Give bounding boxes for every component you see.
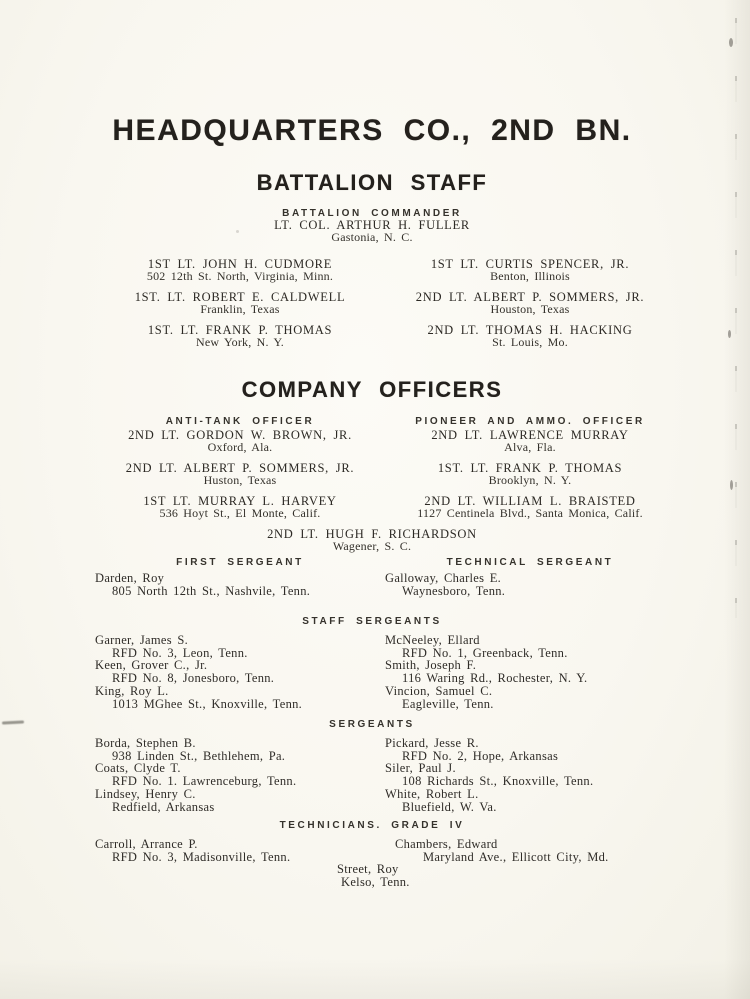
roster-entry xyxy=(385,634,675,659)
soldier-address: Kelso, Tenn. xyxy=(341,875,410,890)
roster-entry xyxy=(95,659,385,684)
soldier-address: 805 North 12th St., Nashvile, Tenn. xyxy=(112,583,311,598)
technicians-label: TECHNICIANS. GRADE IV xyxy=(279,820,465,831)
soldier-address: 116 Waring Rd., Rochester, N. Y. xyxy=(402,671,588,686)
officer-name: 2ND LT. WILLIAM L. BRAISTED xyxy=(424,494,636,509)
sergeants-columns xyxy=(95,737,675,813)
officer-address: Oxford, Ala. xyxy=(207,439,273,454)
roster-entry xyxy=(337,863,675,888)
staff-sergeants-right-column xyxy=(385,634,675,710)
soldier-address: RFD No. 3, Madisonville, Tenn. xyxy=(112,849,291,864)
officer-entry xyxy=(95,259,385,282)
roster-entry xyxy=(95,788,385,813)
soldier-name: King, Roy L. xyxy=(95,683,169,698)
soldier-name: Vincion, Samuel C. xyxy=(385,683,493,698)
soldier-name: Lindsey, Henry C. xyxy=(95,786,196,801)
technicians-columns xyxy=(95,838,675,889)
soldier-address: 108 Richards St., Knoxville, Tenn. xyxy=(402,774,594,789)
soldier-address: RFD No. 1. Lawrenceburg, Tenn. xyxy=(112,774,297,789)
roster-entry xyxy=(95,762,385,787)
roster-entry xyxy=(385,762,675,787)
soldier-name: Street, Roy xyxy=(337,862,399,877)
battalion-commander-label: BATTALION COMMANDER xyxy=(282,208,462,219)
soldier-name: Pickard, Jesse R. xyxy=(385,736,479,750)
soldier-address: RFD No. 1, Greenback, Tenn. xyxy=(402,645,568,660)
officer-address: Gastonia, N. C. xyxy=(331,229,413,244)
officer-address: Huston, Texas xyxy=(203,472,277,487)
officer-name: 2ND LT. HUGH F. RICHARDSON xyxy=(267,527,477,541)
officer-address: St. Louis, Mo. xyxy=(492,334,568,349)
officer-entry xyxy=(385,430,675,453)
soldier-address: Waynesboro, Tenn. xyxy=(402,583,506,598)
roster-entry xyxy=(385,788,675,813)
soldier-name: Borda, Stephen B. xyxy=(95,736,196,750)
officer-name: 1ST LT. JOHN H. CUDMORE xyxy=(147,257,333,271)
anti-tank-column xyxy=(95,416,385,530)
staff-sergeants-label: STAFF SERGEANTS xyxy=(302,616,442,627)
roster-entry xyxy=(385,572,675,597)
staff-sergeants-left-column xyxy=(95,634,385,710)
soldier-name: McNeeley, Ellard xyxy=(385,633,480,647)
officer-entry xyxy=(385,463,675,486)
officer-name: 1ST LT. MURRAY L. HARVEY xyxy=(143,494,337,509)
pioneer-ammo-column xyxy=(385,416,675,530)
battalion-commander-entry xyxy=(0,220,744,243)
officer-name: 2ND LT. THOMAS H. HACKING xyxy=(427,323,633,338)
officer-address: 502 12th St. North, Virginia, Minn. xyxy=(146,268,334,283)
soldier-address: RFD No. 8, Jonesboro, Tenn. xyxy=(112,671,275,686)
technical-sergeant-column xyxy=(385,557,675,597)
page-title: HEADQUARTERS CO., 2ND BN. xyxy=(112,114,632,147)
soldier-address: 938 Linden St., Bethlehem, Pa. xyxy=(112,748,286,763)
scan-speck xyxy=(729,38,733,47)
roster-entry xyxy=(95,737,385,762)
sergeants-label: SERGEANTS xyxy=(329,719,415,730)
officer-address: Houston, Texas xyxy=(490,301,570,316)
battalion-staff-right-column xyxy=(385,259,675,359)
officer-address: 536 Hoyt St., El Monte, Calif. xyxy=(159,505,321,520)
battalion-staff-columns xyxy=(95,259,675,359)
officer-entry xyxy=(95,292,385,315)
soldier-name: Siler, Paul J. xyxy=(385,761,456,776)
officer-address: Franklin, Texas xyxy=(200,301,280,316)
scan-speck xyxy=(730,480,733,490)
officer-name: 2ND LT. ALBERT P. SOMMERS, JR. xyxy=(415,290,645,305)
officer-address: Brooklyn, N. Y. xyxy=(488,472,572,487)
officer-address: Alva, Fla. xyxy=(504,439,556,454)
company-officers-heading: COMPANY OFFICERS xyxy=(241,377,503,402)
soldier-address: Maryland Ave., Ellicott City, Md. xyxy=(423,849,609,864)
officer-name: 1ST. LT. FRANK P. THOMAS xyxy=(437,461,623,476)
roster-entry xyxy=(95,685,385,710)
officer-name: 2ND LT. GORDON W. BROWN, JR. xyxy=(128,428,352,442)
soldier-name: Garner, James S. xyxy=(95,633,188,647)
sergeants-left-column xyxy=(95,737,385,813)
roster-entry xyxy=(95,634,385,659)
officer-entry xyxy=(95,430,385,453)
anti-tank-officer-label: ANTI-TANK OFFICER xyxy=(165,416,315,427)
soldier-name: Darden, Roy xyxy=(95,571,165,585)
officer-name: 1ST. LT. ROBERT E. CALDWELL xyxy=(134,290,346,305)
officer-entry xyxy=(385,325,675,348)
officer-name: 2ND LT. ALBERT P. SOMMERS, JR. xyxy=(125,461,355,476)
roster-entry xyxy=(95,572,385,597)
soldier-name: Carroll, Arrance P. xyxy=(95,837,198,851)
bottom-edge-shade xyxy=(0,959,750,999)
officer-entry xyxy=(385,496,675,519)
soldier-address: RFD No. 3, Leon, Tenn. xyxy=(112,645,248,660)
soldier-name: Galloway, Charles E. xyxy=(385,571,502,585)
officer-name: 1ST. LT. FRANK P. THOMAS xyxy=(147,323,333,338)
first-sergeant-column xyxy=(95,557,385,597)
officer-entry xyxy=(385,292,675,315)
staff-sergeants-columns xyxy=(95,634,675,710)
soldier-name: White, Robert L. xyxy=(385,786,479,801)
soldier-name: Chambers, Edward xyxy=(395,837,498,851)
company-officers-columns xyxy=(95,416,675,530)
technicians-right-column xyxy=(337,837,675,890)
right-edge-shade xyxy=(724,0,750,999)
soldier-address: Eagleville, Tenn. xyxy=(402,696,494,711)
roster-entry xyxy=(385,685,675,710)
first-sergeant-label: FIRST SERGEANT xyxy=(176,557,304,568)
sergeants-right-column xyxy=(385,737,675,813)
officer-entry xyxy=(95,496,385,519)
battalion-staff-left-column xyxy=(95,259,385,359)
officer-entry xyxy=(385,259,675,282)
roster-entry xyxy=(385,737,675,762)
officer-name: 2ND LT. LAWRENCE MURRAY xyxy=(431,428,629,442)
officer-entry xyxy=(95,325,385,348)
officer-name: 1ST LT. CURTIS SPENCER, JR. xyxy=(430,257,630,271)
officer-address: Benton, Illinois xyxy=(490,268,570,283)
officer-name: LT. COL. ARTHUR H. FULLER xyxy=(274,218,470,232)
officer-entry xyxy=(95,463,385,486)
officer-address: New York, N. Y. xyxy=(195,334,284,349)
soldier-address: Redfield, Arkansas xyxy=(112,799,215,814)
soldier-name: Keen, Grover C., Jr. xyxy=(95,658,208,673)
soldier-address: Bluefield, W. Va. xyxy=(402,799,497,814)
officer-address: 1127 Centinela Blvd., Santa Monica, Calif. xyxy=(417,505,643,520)
senior-sergeants-columns xyxy=(95,557,675,597)
officer-address: Wagener, S. C. xyxy=(332,538,412,553)
battalion-staff-heading: BATTALION STAFF xyxy=(256,170,488,195)
soldier-name: Smith, Joseph F. xyxy=(385,658,477,673)
soldier-name: Coats, Clyde T. xyxy=(95,761,181,776)
scan-speck xyxy=(728,330,731,338)
technical-sergeant-label: TECHNICAL SERGEANT xyxy=(446,557,614,568)
pioneer-ammo-officer-label: PIONEER AND AMMO. OFFICER xyxy=(415,416,645,427)
soldier-address: RFD No. 2, Hope, Arkansas xyxy=(402,748,559,763)
roster-entry xyxy=(95,838,385,863)
soldier-address: 1013 MGhee St., Knoxville, Tenn. xyxy=(112,696,303,711)
roster-entry xyxy=(385,659,675,684)
richardson-entry xyxy=(0,529,744,552)
roster-entry xyxy=(395,838,675,863)
